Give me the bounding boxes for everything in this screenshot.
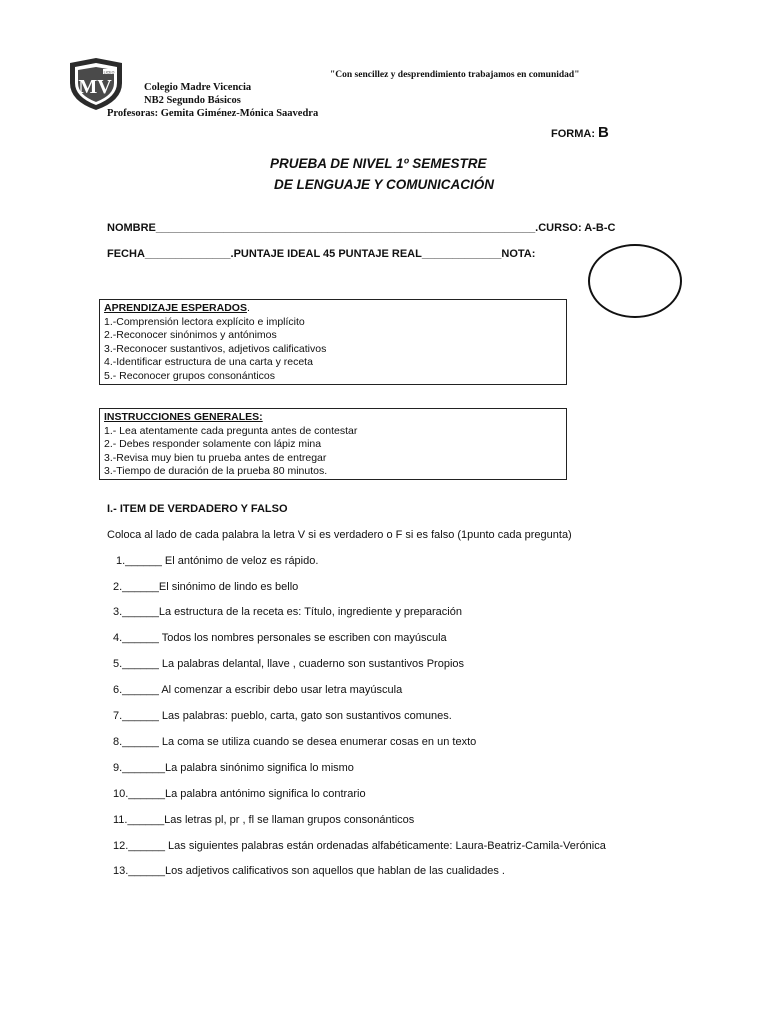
instruccion-item: 1.- Lea atentamente cada pregunta antes de contestar: [104, 424, 358, 437]
question-item: 1.______ El antónimo de veloz es rápido.: [116, 555, 319, 567]
fecha-field: FECHA______________.PUNTAJE IDEAL 45 PUNTAJE REAL_____________NOTA:: [107, 248, 536, 260]
question-item: 9._______La palabra sinónimo significa lo mismo: [113, 762, 354, 774]
grade-level: NB2 Segundo Básicos: [144, 95, 241, 106]
question-item: 8.______ La coma se utiliza cuando se desea enumerar cosas en un texto: [113, 736, 477, 748]
aprendizajes-heading: APRENDIZAJE ESPERADOS.: [104, 302, 250, 314]
question-item: 12.______ Las siguientes palabras están ordenadas alfabéticamente: Laura-Beatriz-Camila-Verónica: [113, 840, 606, 852]
nombre-field: NOMBRE______________________________________________________________.CURSO: A-B-C: [107, 222, 616, 234]
aprendizaje-item: 2.-Reconocer sinónimos y antónimos: [104, 329, 277, 342]
section-instruction: Coloca al lado de cada palabra la letra V si es verdadero o F si es falso (1punto cada pregunta): [107, 529, 572, 541]
question-item: 2.______El sinónimo de lindo es bello: [113, 581, 299, 593]
forma-label-wrap: [551, 124, 609, 141]
title-line1: PRUEBA DE NIVEL 1º SEMESTRE: [270, 156, 487, 171]
aprendizaje-item: 1.-Comprensión lectora explícito e implícito: [104, 315, 305, 328]
question-item: 3.______La estructura de la receta es: Título, ingrediente y preparación: [113, 606, 462, 618]
aprendizaje-item: 5.- Reconocer grupos consonánticos: [104, 369, 276, 382]
aprendizaje-item: 4.-Identificar estructura de una carta y receta: [104, 356, 313, 369]
aprendizaje-item: 3.-Reconocer sustantivos, adjetivos calificativos: [104, 342, 327, 355]
school-name: Colegio Madre Vicencia: [144, 82, 252, 93]
title-line2: DE LENGUAJE Y COMUNICACIÓN: [274, 177, 495, 192]
instrucciones-heading: INSTRUCCIONES GENERALES:: [104, 411, 263, 423]
forma-label: FORMA:: [551, 128, 595, 140]
instruccion-item: 2.- Debes responder solamente con lápiz mina: [104, 438, 322, 451]
logo-small-text: LICEO: [103, 70, 115, 75]
question-item: 5.______ La palabras delantal, llave , cuaderno son sustantivos Propios: [113, 658, 465, 670]
instruccion-item: 3.-Revisa muy bien tu prueba antes de entregar: [104, 451, 327, 464]
logo-text: MV: [78, 76, 112, 98]
forma-value: B: [598, 124, 609, 141]
aprendizajes-box: [99, 299, 567, 385]
question-item: 13.______Los adjetivos calificativos son aquellos que hablan de las cualidades .: [113, 865, 505, 877]
motto: "Con sencillez y desprendimiento trabajamos en comunidad": [330, 70, 580, 80]
question-item: 7.______ Las palabras: pueblo, carta, gato son sustantivos comunes.: [113, 710, 452, 722]
question-item: 10.______La palabra antónimo significa lo contrario: [113, 788, 366, 800]
question-item: 11.______Las letras pl, pr , fl se llaman grupos consonánticos: [113, 814, 415, 826]
teachers: Profesoras: Gemita Giménez-Mónica Saavedra: [107, 108, 319, 119]
instruccion-item: 3.-Tiempo de duración de la prueba 80 minutos.: [104, 465, 328, 478]
question-item: 4.______ Todos los nombres personales se escriben con mayúscula: [113, 632, 447, 644]
instrucciones-box: [99, 408, 567, 480]
section-title: I.- ITEM DE VERDADERO Y FALSO: [107, 503, 288, 515]
question-item: 6.______ Al comenzar a escribir debo usar letra mayúscula: [113, 684, 403, 696]
grade-circle: [588, 244, 682, 318]
school-logo: [66, 57, 126, 111]
